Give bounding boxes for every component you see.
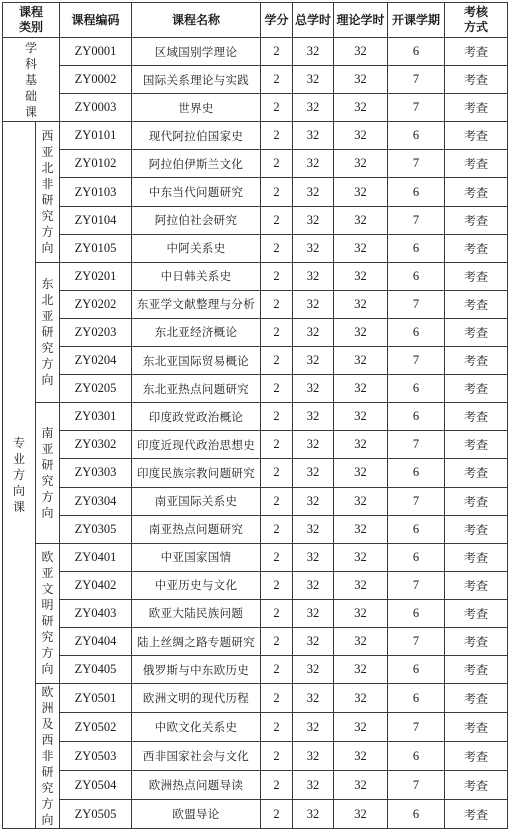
course-credits: 2 xyxy=(261,66,293,94)
course-semester: 6 xyxy=(388,800,445,829)
table-row xyxy=(3,375,508,403)
course-theory-hours: 32 xyxy=(334,459,388,487)
course-assessment: 考查 xyxy=(445,742,508,771)
course-assessment: 考查 xyxy=(445,543,508,571)
course-total-hours: 32 xyxy=(293,318,334,346)
course-semester: 6 xyxy=(388,459,445,487)
course-code: ZY0302 xyxy=(60,431,132,459)
course-semester: 6 xyxy=(388,403,445,431)
category-professional-text: 专业方向课 xyxy=(12,436,25,515)
course-assessment: 考查 xyxy=(445,178,508,206)
course-theory-hours: 32 xyxy=(334,94,388,122)
course-credits: 2 xyxy=(261,713,293,742)
course-credits: 2 xyxy=(261,403,293,431)
course-name: 中阿关系史 xyxy=(132,234,261,262)
course-assessment: 考查 xyxy=(445,150,508,178)
table-row xyxy=(3,571,508,599)
course-theory-hours: 32 xyxy=(334,487,388,515)
course-semester: 7 xyxy=(388,771,445,800)
course-assessment: 考查 xyxy=(445,403,508,431)
course-semester: 6 xyxy=(388,122,445,150)
table-row xyxy=(3,234,508,262)
course-credits: 2 xyxy=(261,627,293,655)
course-assessment: 考查 xyxy=(445,459,508,487)
category-professional xyxy=(3,122,36,829)
course-theory-hours: 32 xyxy=(334,742,388,771)
course-semester: 7 xyxy=(388,487,445,515)
course-total-hours: 32 xyxy=(293,290,334,318)
course-credits: 2 xyxy=(261,599,293,627)
course-total-hours: 32 xyxy=(293,543,334,571)
course-total-hours: 32 xyxy=(293,262,334,290)
table-row xyxy=(3,347,508,375)
course-name: 中日韩关系史 xyxy=(132,262,261,290)
course-semester: 6 xyxy=(388,375,445,403)
course-assessment: 考查 xyxy=(445,684,508,713)
table-row xyxy=(3,38,508,66)
header-code: 课程编码 xyxy=(60,3,132,38)
direction-2-text: 东北亚研究方向 xyxy=(41,277,54,388)
course-assessment: 考查 xyxy=(445,234,508,262)
course-total-hours: 32 xyxy=(293,375,334,403)
course-semester: 6 xyxy=(388,543,445,571)
course-theory-hours: 32 xyxy=(334,431,388,459)
course-theory-hours: 32 xyxy=(334,318,388,346)
course-credits: 2 xyxy=(261,347,293,375)
course-total-hours: 32 xyxy=(293,656,334,684)
course-name: 陆上丝绸之路专题研究 xyxy=(132,627,261,655)
course-code: ZY0103 xyxy=(60,178,132,206)
course-assessment: 考查 xyxy=(445,627,508,655)
table-row xyxy=(3,713,508,742)
course-name: 东北亚热点问题研究 xyxy=(132,375,261,403)
course-assessment: 考查 xyxy=(445,206,508,234)
category-basic xyxy=(3,38,60,122)
course-code: ZY0505 xyxy=(60,800,132,829)
course-code: ZY0404 xyxy=(60,627,132,655)
course-theory-hours: 32 xyxy=(334,66,388,94)
course-credits: 2 xyxy=(261,684,293,713)
table-row xyxy=(3,656,508,684)
course-code: ZY0403 xyxy=(60,599,132,627)
course-semester: 6 xyxy=(388,38,445,66)
course-name: 东亚学文献整理与分析 xyxy=(132,290,261,318)
table-row xyxy=(3,771,508,800)
table-row xyxy=(3,627,508,655)
course-code: ZY0104 xyxy=(60,206,132,234)
header-category: 课程类别 xyxy=(3,3,60,38)
table-row xyxy=(3,262,508,290)
course-assessment: 考查 xyxy=(445,262,508,290)
course-semester: 6 xyxy=(388,262,445,290)
category-basic-text: 学科基础课 xyxy=(24,40,37,119)
course-credits: 2 xyxy=(261,742,293,771)
course-semester: 6 xyxy=(388,599,445,627)
course-assessment: 考查 xyxy=(445,431,508,459)
course-total-hours: 32 xyxy=(293,234,334,262)
header-assessment: 考核方式 xyxy=(445,3,508,38)
course-credits: 2 xyxy=(261,206,293,234)
course-theory-hours: 32 xyxy=(334,375,388,403)
course-theory-hours: 32 xyxy=(334,627,388,655)
course-semester: 7 xyxy=(388,94,445,122)
course-credits: 2 xyxy=(261,178,293,206)
course-name: 阿拉伯社会研究 xyxy=(132,206,261,234)
course-name: 东北亚经济概论 xyxy=(132,318,261,346)
course-total-hours: 32 xyxy=(293,206,334,234)
course-code: ZY0305 xyxy=(60,515,132,543)
course-semester: 7 xyxy=(388,431,445,459)
course-code: ZY0105 xyxy=(60,234,132,262)
course-assessment: 考查 xyxy=(445,318,508,346)
course-name: 西非国家社会与文化 xyxy=(132,742,261,771)
course-name: 欧洲文明的现代历程 xyxy=(132,684,261,713)
course-semester: 6 xyxy=(388,178,445,206)
course-credits: 2 xyxy=(261,771,293,800)
direction-4-text: 欧亚文明研究方向 xyxy=(41,550,54,677)
course-assessment: 考查 xyxy=(445,375,508,403)
course-semester: 7 xyxy=(388,66,445,94)
course-name: 区域国别学理论 xyxy=(132,38,261,66)
course-theory-hours: 32 xyxy=(334,515,388,543)
course-total-hours: 32 xyxy=(293,684,334,713)
course-total-hours: 32 xyxy=(293,571,334,599)
course-theory-hours: 32 xyxy=(334,771,388,800)
course-code: ZY0501 xyxy=(60,684,132,713)
course-code: ZY0504 xyxy=(60,771,132,800)
course-total-hours: 32 xyxy=(293,713,334,742)
course-assessment: 考查 xyxy=(445,487,508,515)
course-credits: 2 xyxy=(261,656,293,684)
course-theory-hours: 32 xyxy=(334,206,388,234)
course-assessment: 考查 xyxy=(445,347,508,375)
course-semester: 7 xyxy=(388,347,445,375)
table-row xyxy=(3,431,508,459)
course-name: 南亚热点问题研究 xyxy=(132,515,261,543)
course-semester: 7 xyxy=(388,206,445,234)
table-row xyxy=(3,318,508,346)
course-total-hours: 32 xyxy=(293,403,334,431)
course-assessment: 考查 xyxy=(445,713,508,742)
course-theory-hours: 32 xyxy=(334,571,388,599)
course-total-hours: 32 xyxy=(293,150,334,178)
course-assessment: 考查 xyxy=(445,800,508,829)
course-semester: 6 xyxy=(388,234,445,262)
course-total-hours: 32 xyxy=(293,122,334,150)
course-theory-hours: 32 xyxy=(334,684,388,713)
course-total-hours: 32 xyxy=(293,771,334,800)
course-total-hours: 32 xyxy=(293,66,334,94)
table-row xyxy=(3,150,508,178)
course-name: 南亚国际关系史 xyxy=(132,487,261,515)
course-table xyxy=(2,2,508,829)
course-semester: 7 xyxy=(388,150,445,178)
course-semester: 6 xyxy=(388,742,445,771)
course-total-hours: 32 xyxy=(293,459,334,487)
course-theory-hours: 32 xyxy=(334,403,388,431)
course-code: ZY0301 xyxy=(60,403,132,431)
table-row xyxy=(3,122,508,150)
course-assessment: 考查 xyxy=(445,94,508,122)
course-name: 中亚历史与文化 xyxy=(132,571,261,599)
course-theory-hours: 32 xyxy=(334,543,388,571)
course-name: 印度政党政治概论 xyxy=(132,403,261,431)
course-theory-hours: 32 xyxy=(334,262,388,290)
course-total-hours: 32 xyxy=(293,178,334,206)
header-theory-hours: 理论学时 xyxy=(334,3,388,38)
course-name: 印度近现代政治思想史 xyxy=(132,431,261,459)
course-assessment: 考查 xyxy=(445,599,508,627)
course-code: ZY0304 xyxy=(60,487,132,515)
course-name: 印度民族宗教问题研究 xyxy=(132,459,261,487)
course-semester: 7 xyxy=(388,571,445,599)
table-row xyxy=(3,684,508,713)
course-total-hours: 32 xyxy=(293,515,334,543)
course-theory-hours: 32 xyxy=(334,38,388,66)
course-name: 阿拉伯伊斯兰文化 xyxy=(132,150,261,178)
course-name: 俄罗斯与中东欧历史 xyxy=(132,656,261,684)
course-total-hours: 32 xyxy=(293,487,334,515)
course-theory-hours: 32 xyxy=(334,178,388,206)
course-code: ZY0201 xyxy=(60,262,132,290)
table-row xyxy=(3,487,508,515)
course-credits: 2 xyxy=(261,487,293,515)
course-code: ZY0102 xyxy=(60,150,132,178)
direction-2 xyxy=(36,262,60,402)
table-row xyxy=(3,543,508,571)
course-name: 欧亚大陆民族问题 xyxy=(132,599,261,627)
course-credits: 2 xyxy=(261,571,293,599)
course-assessment: 考查 xyxy=(445,771,508,800)
header-row xyxy=(3,3,508,38)
course-code: ZY0003 xyxy=(60,94,132,122)
course-code: ZY0101 xyxy=(60,122,132,150)
header-name: 课程名称 xyxy=(132,3,261,38)
course-theory-hours: 32 xyxy=(334,713,388,742)
course-credits: 2 xyxy=(261,38,293,66)
table-row xyxy=(3,515,508,543)
direction-3 xyxy=(36,403,60,543)
table-row xyxy=(3,599,508,627)
course-code: ZY0303 xyxy=(60,459,132,487)
course-semester: 6 xyxy=(388,515,445,543)
course-assessment: 考查 xyxy=(445,515,508,543)
course-total-hours: 32 xyxy=(293,599,334,627)
table-row xyxy=(3,66,508,94)
course-credits: 2 xyxy=(261,318,293,346)
course-code: ZY0401 xyxy=(60,543,132,571)
course-assessment: 考查 xyxy=(445,122,508,150)
header-credits: 学分 xyxy=(261,3,293,38)
course-name: 欧盟导论 xyxy=(132,800,261,829)
course-name: 欧洲热点问题导读 xyxy=(132,771,261,800)
course-credits: 2 xyxy=(261,375,293,403)
course-credits: 2 xyxy=(261,431,293,459)
table-row xyxy=(3,403,508,431)
course-name: 中欧文化关系史 xyxy=(132,713,261,742)
course-name: 中亚国家国情 xyxy=(132,543,261,571)
table-row xyxy=(3,290,508,318)
table-row xyxy=(3,459,508,487)
course-theory-hours: 32 xyxy=(334,290,388,318)
course-name: 国际关系理论与实践 xyxy=(132,66,261,94)
course-code: ZY0405 xyxy=(60,656,132,684)
course-total-hours: 32 xyxy=(293,431,334,459)
header-total-hours: 总学时 xyxy=(293,3,334,38)
course-assessment: 考查 xyxy=(445,656,508,684)
table-body xyxy=(3,38,508,829)
table-row xyxy=(3,94,508,122)
course-credits: 2 xyxy=(261,459,293,487)
table-row xyxy=(3,206,508,234)
direction-1-text: 西亚北非研究方向 xyxy=(41,129,54,256)
course-semester: 7 xyxy=(388,627,445,655)
table-row xyxy=(3,742,508,771)
course-total-hours: 32 xyxy=(293,347,334,375)
course-code: ZY0203 xyxy=(60,318,132,346)
direction-4 xyxy=(36,543,60,683)
course-total-hours: 32 xyxy=(293,38,334,66)
course-theory-hours: 32 xyxy=(334,599,388,627)
course-assessment: 考查 xyxy=(445,38,508,66)
course-credits: 2 xyxy=(261,515,293,543)
course-theory-hours: 32 xyxy=(334,150,388,178)
course-assessment: 考查 xyxy=(445,571,508,599)
course-code: ZY0205 xyxy=(60,375,132,403)
course-name: 中东当代问题研究 xyxy=(132,178,261,206)
course-name: 东北亚国际贸易概论 xyxy=(132,347,261,375)
table-row xyxy=(3,178,508,206)
course-code: ZY0502 xyxy=(60,713,132,742)
course-credits: 2 xyxy=(261,290,293,318)
direction-1 xyxy=(36,122,60,262)
course-code: ZY0402 xyxy=(60,571,132,599)
course-credits: 2 xyxy=(261,150,293,178)
course-assessment: 考查 xyxy=(445,66,508,94)
course-semester: 7 xyxy=(388,713,445,742)
header-semester: 开课学期 xyxy=(388,3,445,38)
course-total-hours: 32 xyxy=(293,800,334,829)
course-semester: 6 xyxy=(388,656,445,684)
direction-5 xyxy=(36,684,60,829)
course-semester: 7 xyxy=(388,290,445,318)
course-code: ZY0202 xyxy=(60,290,132,318)
course-code: ZY0001 xyxy=(60,38,132,66)
course-theory-hours: 32 xyxy=(334,234,388,262)
course-credits: 2 xyxy=(261,543,293,571)
course-theory-hours: 32 xyxy=(334,347,388,375)
course-code: ZY0002 xyxy=(60,66,132,94)
course-name: 世界史 xyxy=(132,94,261,122)
course-name: 现代阿拉伯国家史 xyxy=(132,122,261,150)
course-credits: 2 xyxy=(261,800,293,829)
course-assessment: 考查 xyxy=(445,290,508,318)
course-total-hours: 32 xyxy=(293,627,334,655)
course-credits: 2 xyxy=(261,94,293,122)
course-total-hours: 32 xyxy=(293,742,334,771)
table-row xyxy=(3,800,508,829)
course-semester: 6 xyxy=(388,318,445,346)
course-total-hours: 32 xyxy=(293,94,334,122)
direction-5-text: 欧洲及西非研究方向 xyxy=(41,685,54,828)
course-semester: 6 xyxy=(388,684,445,713)
course-code: ZY0503 xyxy=(60,742,132,771)
direction-3-text: 南亚研究方向 xyxy=(41,425,54,520)
course-theory-hours: 32 xyxy=(334,800,388,829)
course-credits: 2 xyxy=(261,122,293,150)
course-credits: 2 xyxy=(261,234,293,262)
course-code: ZY0204 xyxy=(60,347,132,375)
course-theory-hours: 32 xyxy=(334,656,388,684)
course-theory-hours: 32 xyxy=(334,122,388,150)
course-credits: 2 xyxy=(261,262,293,290)
